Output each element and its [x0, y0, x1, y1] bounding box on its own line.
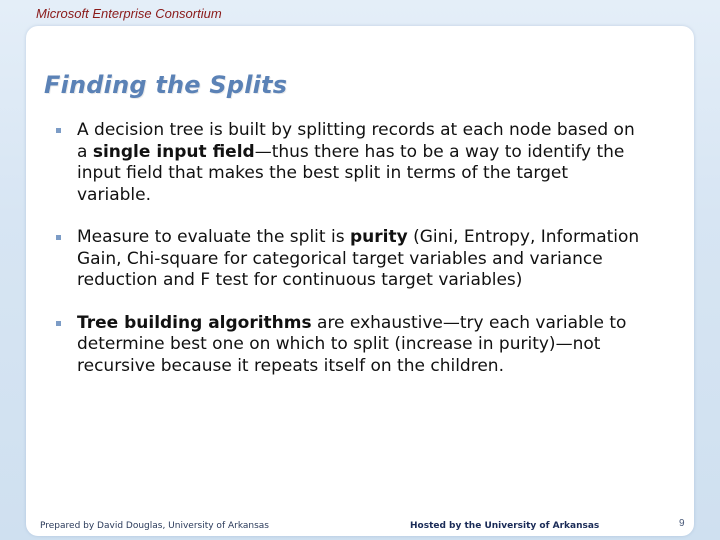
bullet-text — [77, 227, 639, 290]
bullet-text-bold: purity — [349, 227, 408, 247]
slide-title: Finding the Splits — [44, 71, 288, 99]
bullet-text-part: A decision tree is built by splitting records at each node based on a — [77, 120, 635, 162]
bullet-text-part: are exhaustive—try each variable to determine best one on which to split (increase in purity)—not recursive because it repeats itself on the children. — [77, 312, 627, 376]
page-number: 9 — [679, 518, 685, 529]
bullet-list — [56, 120, 646, 398]
bullet-item-algorithms — [56, 313, 646, 378]
square-bullet-icon — [56, 128, 61, 133]
bullet-text-part: —thus there has to be a way to identify the input field that makes the best split in terms of the target variable. — [77, 141, 625, 205]
bullet-text — [77, 313, 626, 376]
bullet-text — [77, 120, 635, 205]
bullet-text-bold: Tree building algorithms — [77, 312, 312, 333]
square-bullet-icon — [56, 235, 61, 240]
footer-prepared-by: Prepared by David Douglas, University of Arkansas — [40, 521, 269, 531]
bullet-text-bold: single input field — [92, 141, 255, 162]
bullet-item-purity — [56, 227, 646, 292]
bullet-text-part: (Gini, Entropy, Information Gain, Chi-square for categorical target variables and variance reduction and F test for continuous target variables) — [77, 227, 640, 290]
bullet-text-part: Measure to evaluate the split is — [77, 227, 350, 247]
footer-hosted-by: Hosted by the University of Arkansas — [410, 521, 600, 531]
header-organization: Microsoft Enterprise Consortium — [36, 6, 222, 21]
square-bullet-icon — [56, 321, 61, 326]
bullet-item-decision-tree — [56, 120, 646, 206]
